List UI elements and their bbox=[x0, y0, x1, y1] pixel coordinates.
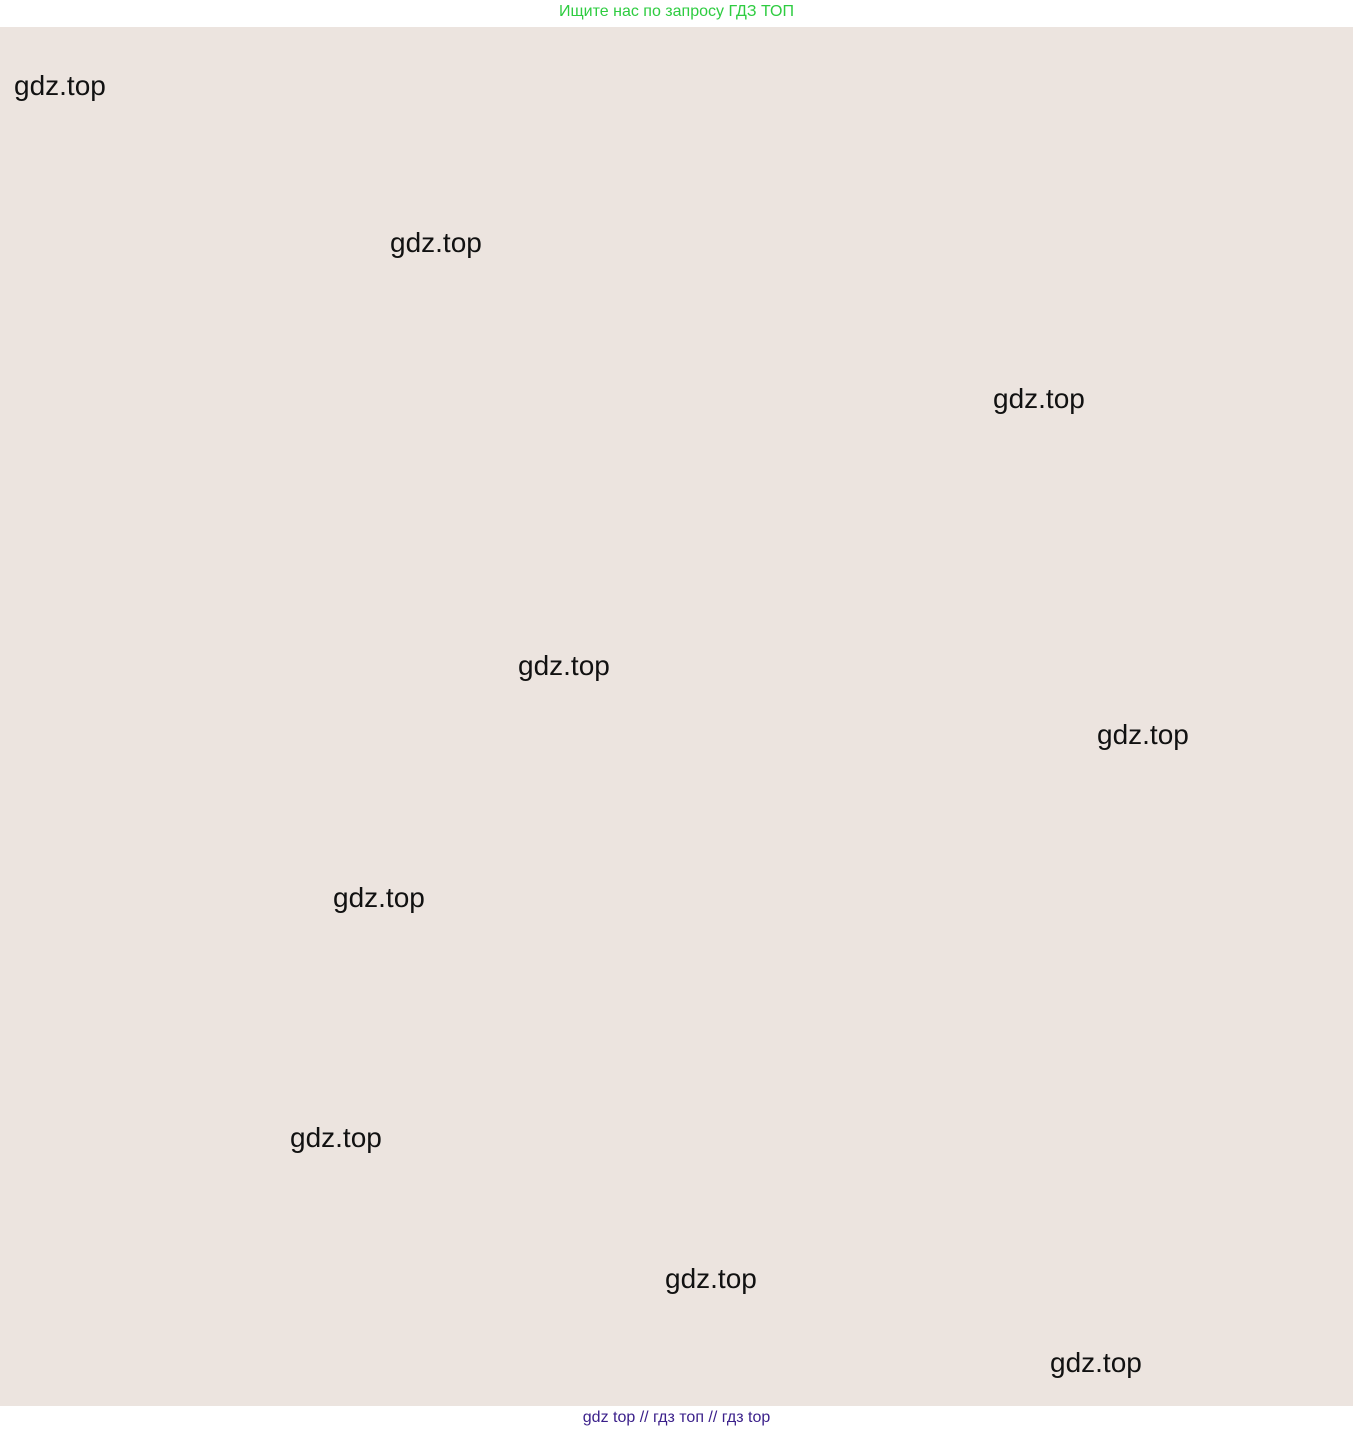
top-banner bbox=[0, 0, 1353, 27]
watermark-7: gdz.top bbox=[290, 1122, 382, 1153]
scanned-page bbox=[0, 27, 1353, 1406]
search-hint: Ищите нас по запросу ГДЗ ТОП bbox=[559, 3, 794, 20]
watermark-5: gdz.top bbox=[1097, 719, 1189, 750]
watermark-3: gdz.top bbox=[993, 383, 1085, 414]
footer-links[interactable]: gdz top // гдз топ // гдз top bbox=[582, 1409, 771, 1426]
watermark-9: gdz.top bbox=[1050, 1347, 1142, 1378]
footer bbox=[0, 1406, 1353, 1433]
watermark-8: gdz.top bbox=[665, 1263, 757, 1294]
watermark-2: gdz.top bbox=[390, 227, 482, 258]
watermark-6: gdz.top bbox=[333, 882, 425, 913]
watermark-4: gdz.top bbox=[518, 650, 610, 681]
watermark-1: gdz.top bbox=[14, 70, 106, 101]
math-canvas bbox=[0, 27, 1353, 28]
